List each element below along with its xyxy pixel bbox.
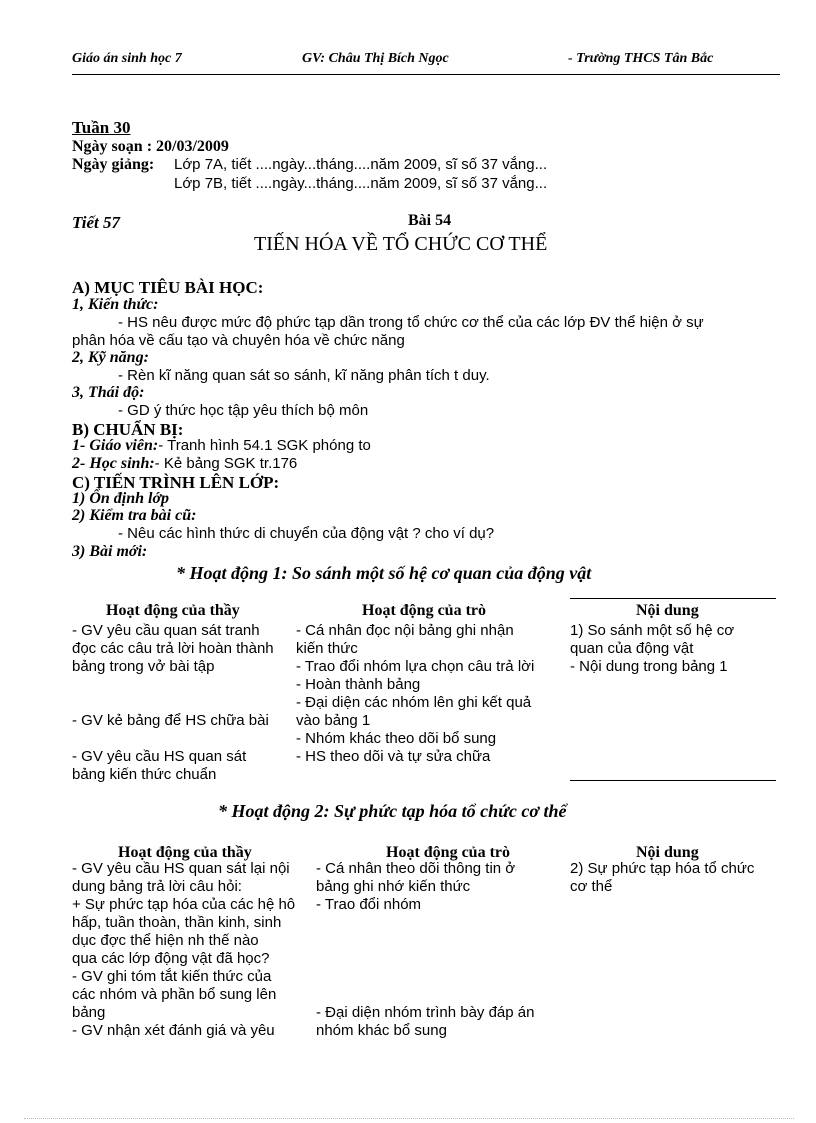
a1-teacher-0: - GV yêu cầu quan sát tranh bbox=[72, 622, 260, 639]
a1-teacher-8: bảng kiến thức chuẩn bbox=[72, 766, 217, 783]
a1-teacher-1: đọc các câu trả lời hoàn thành bbox=[72, 640, 274, 657]
teach-line-2: Lớp 7B, tiết ....ngày...tháng....năm 2009, sĩ số 37 vắng... bbox=[174, 175, 548, 192]
a1-teacher-5: - GV kẻ bảng để HS chữa bài bbox=[72, 712, 269, 729]
a2-col-content: Nội dung bbox=[636, 844, 699, 861]
a2-teacher-2: + Sự phức tạp hóa của các hệ hô bbox=[72, 896, 296, 913]
a2-student-1: bảng ghi nhớ kiến thức bbox=[316, 878, 471, 895]
step-1: 1) Ổn định lớp bbox=[72, 490, 170, 507]
activity-1-bottom-rule bbox=[570, 780, 776, 781]
student-prep bbox=[72, 456, 297, 472]
a1-student-7: - HS theo dõi và tự sửa chữa bbox=[296, 748, 491, 765]
prep-date-label bbox=[72, 139, 229, 155]
a1-content-2: - Nội dung trong bảng 1 bbox=[570, 658, 728, 675]
header-center: GV: Châu Thị Bích Ngọc bbox=[302, 51, 449, 66]
a2-student-2: - Trao đổi nhóm bbox=[316, 896, 422, 913]
a1-col-student: Hoạt động của trò bbox=[362, 602, 486, 619]
a1-col-teacher: Hoạt động của thầy bbox=[106, 602, 240, 619]
section-c-heading: C) TIẾN TRÌNH LÊN LỚP: bbox=[72, 473, 280, 492]
a2-teacher-1: dung bảng trả lời câu hỏi: bbox=[72, 878, 242, 895]
a1-content-0: 1) So sánh một số hệ cơ bbox=[570, 622, 735, 639]
a1-student-6: - Nhóm khác theo dõi bổ sung bbox=[296, 730, 497, 747]
page-bottom-edge bbox=[24, 1118, 794, 1119]
teacher-prep bbox=[72, 438, 371, 454]
knowledge-line-1: - HS nêu được mức độ phức tạp dần trong tổ chức cơ thể của các lớp ĐV thể hiện ở sự bbox=[118, 314, 704, 331]
a2-col-student: Hoạt động của trò bbox=[386, 844, 510, 861]
activity-1-title: * Hoạt động 1: So sánh một số hệ cơ quan của động vật bbox=[176, 563, 592, 583]
a2-teacher-4: dục đợc thể hiện nh thế nào bbox=[72, 932, 259, 949]
knowledge-line-2: phân hóa về cấu tạo và chuyên hóa về chức năng bbox=[72, 332, 405, 349]
lesson-number: Bài 54 bbox=[408, 212, 452, 229]
a2-col-teacher: Hoạt động của thầy bbox=[118, 844, 252, 861]
step-2: 2) Kiểm tra bài cũ: bbox=[72, 507, 197, 524]
a2-content-0: 2) Sự phức tạp hóa tổ chức bbox=[570, 860, 755, 877]
attitude-text: - GD ý thức học tập yêu thích bộ môn bbox=[118, 402, 369, 419]
a1-teacher-2: bảng trong vở bài tập bbox=[72, 658, 215, 675]
skill-text: - Rèn kĩ năng quan sát so sánh, kĩ năng phân tích t duy. bbox=[118, 367, 490, 384]
a1-student-4: - Đại diện các nhóm lên ghi kết quả bbox=[296, 694, 532, 711]
skill-label: 2, Kỹ năng: bbox=[72, 349, 149, 366]
teach-label: Ngày giảng: bbox=[72, 156, 155, 173]
section-b-heading: B) CHUẨN BỊ: bbox=[72, 420, 184, 439]
week-label: Tuần 30 bbox=[72, 118, 131, 137]
header-left: Giáo án sinh học 7 bbox=[72, 51, 182, 66]
step-2-text: - Nêu các hình thức di chuyển của động vật ? cho ví dụ? bbox=[118, 525, 495, 542]
lesson-title: TIẾN HÓA VỀ TỔ CHỨC CƠ THỂ bbox=[254, 233, 548, 255]
a1-student-5: vào bảng 1 bbox=[296, 712, 371, 729]
a2-student-3: - Đại diện nhóm trình bày đáp án bbox=[316, 1004, 535, 1021]
a1-student-2: - Trao đổi nhóm lựa chọn câu trả lời bbox=[296, 658, 535, 675]
a2-teacher-5: qua các lớp động vật đã học? bbox=[72, 950, 270, 967]
a1-student-3: - Hoàn thành bảng bbox=[296, 676, 421, 693]
student-prep-label: 2- Học sinh: bbox=[72, 455, 155, 472]
header-rule bbox=[72, 74, 780, 75]
a1-col-content: Nội dung bbox=[636, 602, 699, 619]
a1-student-1: kiến thức bbox=[296, 640, 358, 657]
a2-student-0: - Cá nhân theo dõi thông tin ở bbox=[316, 860, 516, 877]
period-label: Tiết 57 bbox=[72, 213, 120, 232]
a2-teacher-0: - GV yêu cầu HS quan sát lại nội bbox=[72, 860, 290, 877]
a2-content-1: cơ thể bbox=[570, 878, 613, 895]
knowledge-label: 1, Kiến thức: bbox=[72, 296, 159, 313]
teacher-prep-text: - Tranh hình 54.1 SGK phóng to bbox=[158, 437, 371, 454]
a2-student-4: nhóm khác bổ sung bbox=[316, 1022, 447, 1039]
a1-teacher-7: - GV yêu cầu HS quan sát bbox=[72, 748, 247, 765]
a2-teacher-7: các nhóm và phần bổ sung lên bbox=[72, 986, 277, 1003]
prep-label: Ngày soạn bbox=[72, 138, 143, 155]
step-3: 3) Bài mới: bbox=[72, 543, 148, 560]
student-prep-text: - Kẻ bảng SGK tr.176 bbox=[154, 455, 298, 472]
a2-teacher-3: hấp, tuần thoàn, thần kinh, sinh bbox=[72, 914, 282, 931]
teach-line-1: Lớp 7A, tiết ....ngày...tháng....năm 2009, sĩ số 37 vắng... bbox=[174, 156, 548, 173]
activity-2-title: * Hoạt động 2: Sự phức tạp hóa tổ chức cơ thể bbox=[218, 801, 567, 821]
header-right: - Trường THCS Tân Bắc bbox=[568, 51, 714, 66]
a2-teacher-6: - GV ghi tóm tắt kiến thức của bbox=[72, 968, 272, 985]
teacher-prep-label: 1- Giáo viên: bbox=[72, 437, 159, 454]
a1-student-0: - Cá nhân đọc nội bảng ghi nhận bbox=[296, 622, 514, 639]
a2-teacher-9: - GV nhận xét đánh giá và yêu bbox=[72, 1022, 275, 1039]
prep-value: : 20/03/2009 bbox=[146, 138, 229, 155]
a2-teacher-8: bảng bbox=[72, 1004, 106, 1021]
activity-1-top-rule bbox=[570, 598, 776, 599]
attitude-label: 3, Thái độ: bbox=[72, 384, 145, 401]
section-a-heading: A) MỤC TIÊU BÀI HỌC: bbox=[72, 278, 264, 297]
a1-content-1: quan của động vật bbox=[570, 640, 694, 657]
